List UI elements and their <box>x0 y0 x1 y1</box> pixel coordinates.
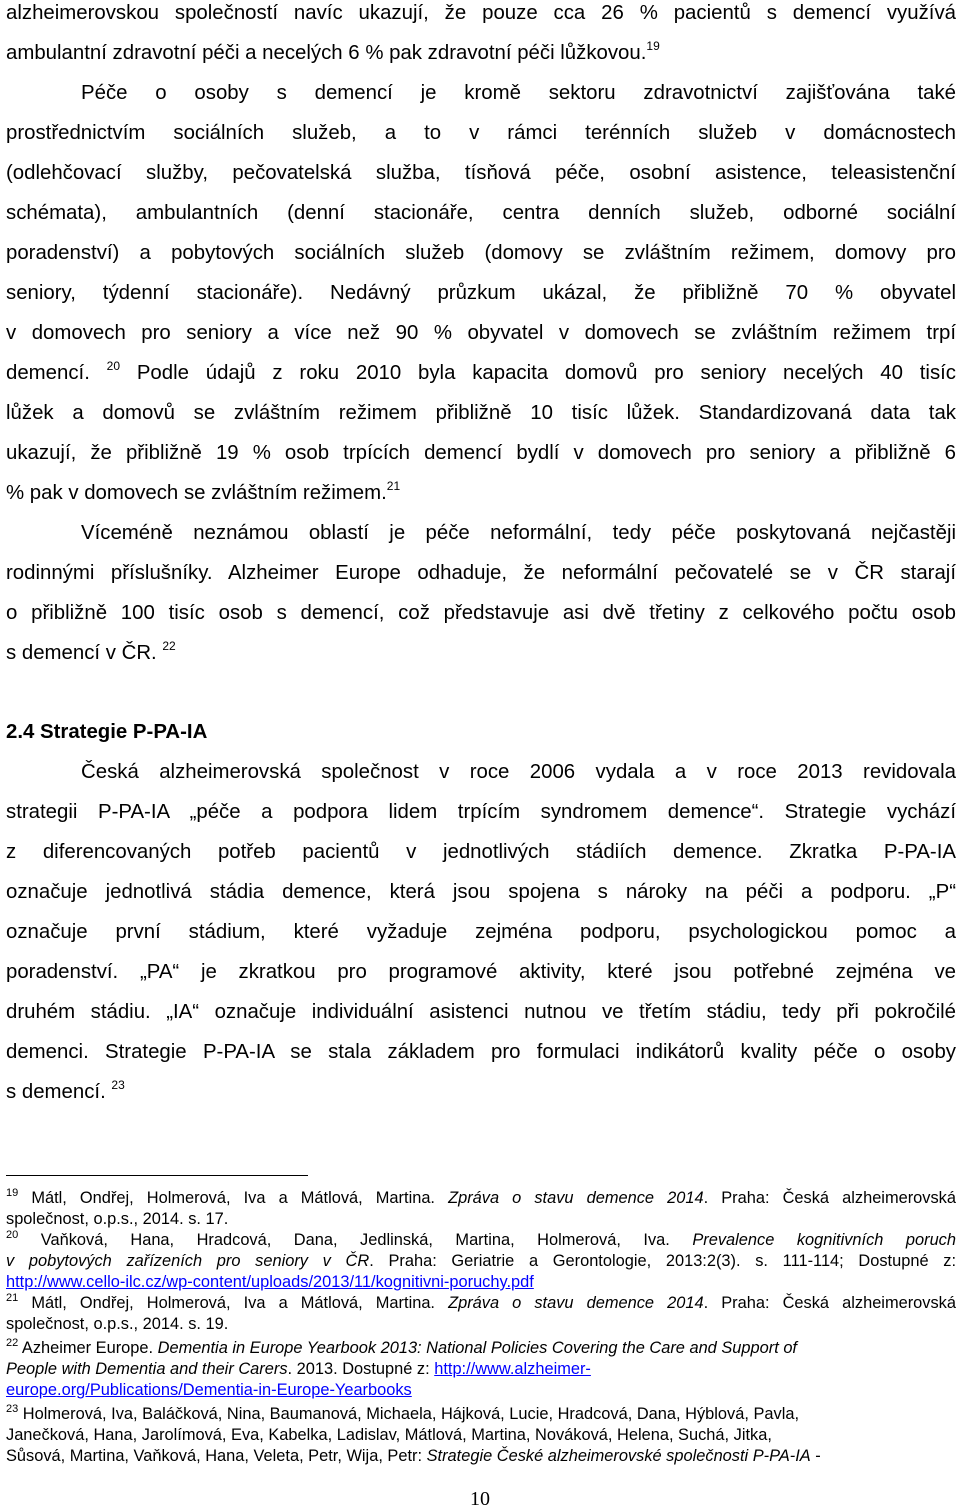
footnote-ref[interactable]: 20 <box>106 359 121 373</box>
footnote-ref[interactable]: 21 <box>386 479 401 493</box>
footnote-line: společnost, o.p.s., 2014. s. 17. <box>6 1210 229 1228</box>
footnote-ref[interactable]: 23 <box>111 1078 125 1092</box>
body-line: lůžek a domovů se zvláštním režimem přibližně 10 tisíc lůžek. Standardizovaná data tak <box>6 402 956 424</box>
body-line: Česká alzheimerovská společnost v roce 2006 vydala a v roce 2013 revidovala <box>81 761 956 783</box>
footnote-number: 22 <box>6 1337 19 1349</box>
footnote-link[interactable]: http://www.alzheimer- <box>434 1360 591 1378</box>
body-line: druhém stádiu. „IA“ označuje individuální asistenci nutnou ve třetím stádiu, tedy při pokročilé <box>6 1001 956 1023</box>
body-line: s demencí. $^{23}$ <box>6 1078 125 1103</box>
footnote-number: 21 <box>6 1292 19 1304</box>
section-heading: 2.4 Strategie P-PA-IA <box>6 721 208 743</box>
body-line: rodinnými příslušníky. Alzheimer Europe odhaduje, že neformální pečovatelé se v ČR starají <box>6 562 956 584</box>
footnote-line: společnost, o.p.s., 2014. s. 19. <box>6 1315 229 1333</box>
footnote-link[interactable]: http://www.cello-ilc.cz/wp-content/uploads/2013/11/kognitivni-poruchy.pdf <box>6 1273 534 1291</box>
footnote-20: $^{20}$ Vaňková, Hana, Hradcová, Dana, Jedlinská, Martina, Holmerová, Iva. Prevalence kognitivních poruch <box>6 1229 956 1249</box>
footnote-number: 20 <box>6 1229 19 1241</box>
body-line: ukazují, že přibližně 19 % osob trpících demencí bydlí v domovech pro seniory a přibližně 6 <box>6 442 956 464</box>
body-line: v domovech pro seniory a více než 90 % obyvatel v domovech se zvláštním režimem trpí <box>6 322 956 344</box>
footnote-line: Sůsová, Martina, Vaňková, Hana, Veleta, Petr, Wija, Petr: Strategie České alzheimerovské společnosti P-PA-IA - <box>6 1447 821 1465</box>
footnote-line: People with Dementia and their Carers. 2013. Dostupné z: http://www.alzheimer- <box>6 1360 591 1378</box>
body-line: strategii P-PA-IA „péče a podpora lidem trpícím syndromem demence“. Strategie vychází <box>6 801 956 823</box>
body-line: prostřednictvím sociálních služeb, a to v rámci terénních služeb v domácnostech <box>6 122 956 144</box>
footnote-19: $^{19}$ Mátl, Ondřej, Holmerová, Iva a Mátlová, Martina. Zpráva o stavu demence 2014. Praha: Česká alzheimerovská <box>6 1187 956 1207</box>
footnote-number: 19 <box>6 1187 19 1199</box>
footnote-line: Janečková, Hana, Jarolímová, Eva, Kabelka, Ladislav, Mátlová, Martina, Nováková, Helena, Suchá, Jitka, <box>6 1426 772 1444</box>
footnote-line <box>6 1272 956 1293</box>
body-line: demencí. $^{20}$ Podle údajů z roku 2010 byla kapacita domovů pro seniory necelých 40 tisíc <box>6 359 957 384</box>
footnote-separator <box>6 1175 308 1176</box>
body-line: o přibližně 100 tisíc osob s demencí, což představuje asi dvě třetiny z celkového počtu osob <box>6 602 956 624</box>
body-line: demenci. Strategie P-PA-IA se stala základem pro formulaci indikátorů kvality péče o osoby <box>6 1041 956 1063</box>
footnote-22: $^{22}$ Azheimer Europe. Dementia in Europe Yearbook 2013: National Policies Covering the Care and Support of <box>6 1337 797 1357</box>
footnote-ref[interactable]: 19 <box>646 39 660 53</box>
body-line: seniory, týdenní stacionáře). Nedávný průzkum ukázal, že přibližně 70 % obyvatel <box>6 282 956 304</box>
body-line: schémata), ambulantních (denní stacionáře, centra denních služeb, odborné sociální <box>6 202 956 224</box>
body-line: alzheimerovskou společností navíc ukazují, že pouze cca 26 % pacientů s demencí využívá <box>6 2 956 24</box>
body-line: poradenství) a pobytových sociálních služeb (domovy se zvláštním režimem, domovy pro <box>6 242 956 264</box>
body-line: poradenství. „PA“ je zkratkou pro programové aktivity, které jsou potřebné zejména ve <box>6 961 956 983</box>
body-line: označuje jednotlivá stádia demence, která jsou spojena s nároky na péči a podporu. „P“ <box>6 881 956 903</box>
footnote-23: $^{23}$ Holmerová, Iva, Baláčková, Nina, Baumanová, Michaela, Hájková, Lucie, Hradcová, Dana, Hýblová, Pavla, <box>6 1403 800 1423</box>
body-line: (odlehčovací služby, pečovatelská služba, tísňová péče, osobní asistence, teleasistenční <box>6 162 956 184</box>
footnote-21: $^{21}$ Mátl, Ondřej, Holmerová, Iva a Mátlová, Martina. Zpráva o stavu demence 2014. Praha: Česká alzheimerovská <box>6 1292 956 1312</box>
page-number: 10 <box>470 1488 490 1510</box>
footnote-line <box>6 1380 956 1401</box>
body-line: označuje první stádium, které vyžaduje zejména podporu, psychologickou pomoc a <box>6 921 956 943</box>
footnote-ref[interactable]: 22 <box>162 639 176 653</box>
body-line: % pak v domovech se zvláštním režimem.$^{21}$ <box>6 479 401 504</box>
footnote-number: 23 <box>6 1403 19 1415</box>
body-line: z diferencovaných potřeb pacientů v jednotlivých stádiích demence. Zkratka P-PA-IA <box>6 841 956 863</box>
footnote-line: v pobytových zařízeních pro seniory v ČR. Praha: Geriatrie a Gerontologie, 2013:2(3). s. 111-114; Dostupné z: <box>6 1252 957 1270</box>
body-line: Péče o osoby s demencí je kromě sektoru zdravotnictví zajišťována také <box>81 82 956 104</box>
body-line: s demencí v ČR. $^{22}$ <box>6 639 176 664</box>
body-line: ambulantní zdravotní péči a necelých 6 % pak zdravotní péči lůžkovou.$^{19}$ <box>6 39 660 64</box>
body-line: Víceméně neznámou oblastí je péče neformální, tedy péče poskytovaná nejčastěji <box>81 522 956 544</box>
footnote-link[interactable]: europe.org/Publications/Dementia-in-Europe-Yearbooks <box>6 1381 412 1399</box>
